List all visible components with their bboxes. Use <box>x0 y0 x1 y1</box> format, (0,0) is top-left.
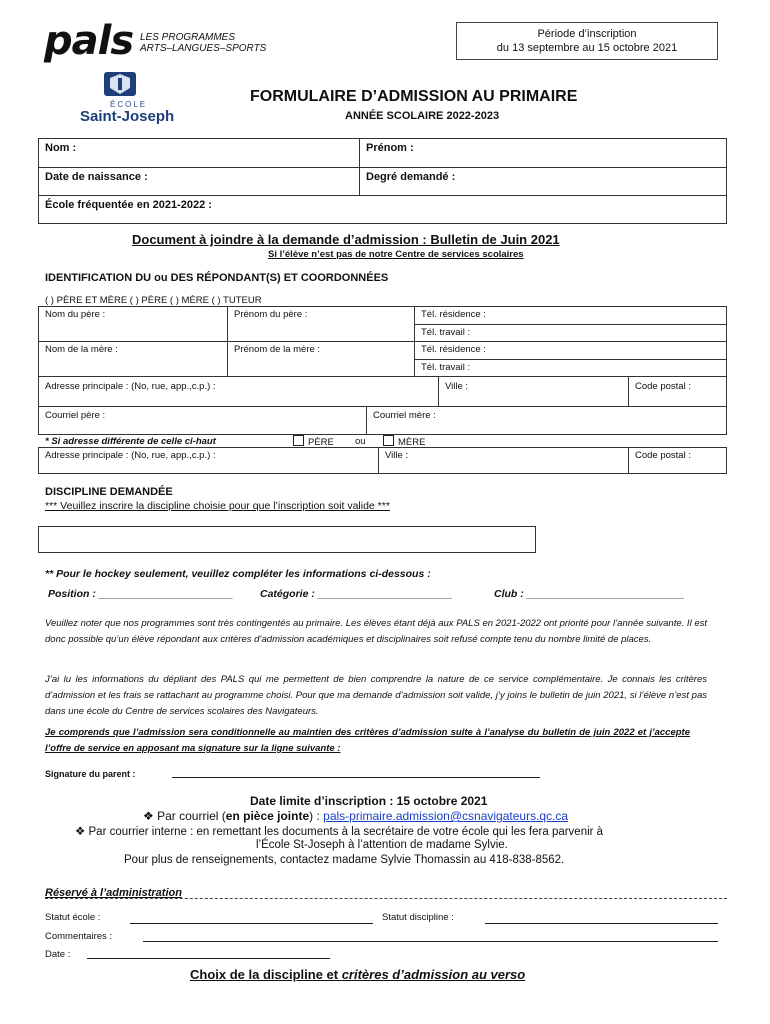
mother-email-cell[interactable] <box>366 406 727 435</box>
school-logo <box>80 70 180 126</box>
father-tel-res-label: Tél. résidence : <box>421 309 486 320</box>
verso-italic: critères d’admission au verso <box>341 967 526 982</box>
mother-tel-res-label: Tél. résidence : <box>421 344 486 355</box>
admin-comments-label: Commentaires : <box>45 931 113 942</box>
consent-paragraph: J’ai lu les informations du dépliant des PALS qui me permettent de bien comprendre la nature de ce service complémentaire. Je connais les critères d’admission et les frais se rattachant au programme choisi. Pour que ma demande d’admission soit valide, j’y joins le bulletin de juin 2021, si l’élève n’est pas dans une école du Centre de services scolaires des Navigateurs. <box>45 674 707 717</box>
alt-address-line <box>45 435 705 447</box>
mother-firstname-cell[interactable] <box>227 341 415 377</box>
pals-logo-sub2: ARTS–LANGUES–SPORTS <box>140 43 267 54</box>
document-note: Si l’élève n’est pas de notre Centre de services scolaires <box>268 249 524 260</box>
mother-email-label: Courriel mère : <box>373 410 436 421</box>
email-line <box>143 809 568 823</box>
hockey-club-field[interactable]: Club : ___________________________ <box>494 588 685 600</box>
student-prenom-label: Prénom : <box>366 142 414 154</box>
internal-mail-text: Par courrier interne : en remettant les documents à la secrétaire de votre école qui les fera parvenir à <box>88 826 604 838</box>
father-tel-work-cell[interactable] <box>414 324 727 342</box>
admin-heading: Réservé à l’administration <box>45 887 182 899</box>
address-label: Adresse principale : (No, rue, app.,c.p.) : <box>45 381 216 392</box>
ident-heading: IDENTIFICATION DU ou DES RÉPONDANT(S) ET COORDONNÉES <box>45 272 389 284</box>
admin-discipline-status-label: Statut discipline : <box>382 912 454 923</box>
school-name: Saint-Joseph <box>80 108 175 125</box>
alt-father-label: PÈRE <box>308 437 334 448</box>
inscription-period-box <box>456 22 718 60</box>
city-label: Ville : <box>445 381 469 392</box>
mother-tel-res-cell[interactable] <box>414 341 727 360</box>
document-title: Document à joindre à la demande d’admission : Bulletin de Juin 2021 <box>132 232 560 247</box>
postal-code-label: Code postal : <box>635 381 691 392</box>
mother-name-label: Nom de la mère : <box>45 344 118 355</box>
student-nom-cell[interactable] <box>38 138 360 168</box>
mother-tel-work-cell[interactable] <box>414 359 727 377</box>
signature-line[interactable] <box>172 777 540 778</box>
father-firstname-cell[interactable] <box>227 306 415 342</box>
alt-postal-label: Code postal : <box>635 450 691 461</box>
admin-date-line[interactable] <box>87 958 330 959</box>
form-title: FORMULAIRE D’ADMISSION AU PRIMAIRE <box>250 88 578 105</box>
email-bold: en pièce jointe <box>225 809 310 823</box>
contact-line: Pour plus de renseignements, contactez madame Sylvie Thomassin au 418-838-8562. <box>124 854 565 866</box>
alt-city-cell[interactable] <box>378 447 629 474</box>
father-firstname-label: Prénom du père : <box>234 309 308 320</box>
signature-label: Signature du parent : <box>45 769 136 779</box>
hockey-position-field[interactable]: Position : _______________________ <box>48 588 234 600</box>
email-prefix: Par courriel ( <box>157 809 226 823</box>
discipline-instruction: *** Veuillez inscrire la discipline choisie pour que l’inscription soit valide *** <box>45 500 390 512</box>
father-tel-res-cell[interactable] <box>414 306 727 325</box>
diamond-bullet-icon: ❖ <box>75 826 89 838</box>
deadline-title: Date limite d’inscription : 15 octobre 2021 <box>250 794 488 808</box>
alt-or-label: ou <box>355 436 366 447</box>
admin-discipline-status-line[interactable] <box>485 923 718 924</box>
admin-date-label: Date : <box>45 949 71 960</box>
period-title: Période d’inscription <box>537 28 637 40</box>
mother-name-cell[interactable] <box>38 341 228 377</box>
pals-logo <box>44 18 294 64</box>
admin-school-status-line[interactable] <box>130 923 373 924</box>
email-suffix: ) : <box>309 809 324 823</box>
student-school-cell[interactable] <box>38 195 727 224</box>
admin-separator <box>45 898 727 899</box>
email-link[interactable]: pals-primaire.admission@csnavigateurs.qc.ca <box>323 809 569 823</box>
school-label-small: ÉCOLE <box>110 100 148 109</box>
school-crest-icon <box>102 70 138 100</box>
student-grade-cell[interactable] <box>359 167 727 196</box>
student-birthdate-label: Date de naissance : <box>45 171 148 183</box>
student-birthdate-cell[interactable] <box>38 167 360 196</box>
city-cell[interactable] <box>438 376 629 407</box>
period-dates: du 13 septembre au 15 octobre 2021 <box>496 42 678 54</box>
admin-comments-line[interactable] <box>143 941 718 942</box>
father-email-label: Courriel père : <box>45 410 106 421</box>
alt-address-label: Adresse principale : (No, rue, app.,c.p.) : <box>45 450 216 461</box>
alt-address-cell[interactable] <box>38 447 379 474</box>
father-tel-work-label: Tél. travail : <box>421 327 471 338</box>
verso-plain: Choix de la discipline et <box>190 967 342 982</box>
father-name-cell[interactable] <box>38 306 228 342</box>
alt-address-note: * Si adresse différente de celle ci-haut <box>45 436 216 447</box>
notice-paragraph: Veuillez noter que nos programmes sont très contingentés au primaire. Les élèves étant déjà aux PALS en 2021-2022 ont priorité pour l’année suivante. Il est donc possible qu’un élève répondant aux critères d’admission académiques et disciplinaires soit refusé compte tenu du nombre limité de places. <box>45 618 707 645</box>
conditional-paragraph: Je comprends que l’admission sera conditionnelle au maintien des critères d’admission suite à l’analyse du bulletin de juin 2022 et j’accepte l’offre de service en apposant ma signature sur la ligne suivante : <box>45 727 690 754</box>
pals-logo-sub1: LES PROGRAMMES <box>140 32 236 43</box>
school-year: ANNÉE SCOLAIRE 2022-2023 <box>345 110 500 122</box>
pals-logo-wordmark: pals <box>44 18 134 64</box>
diamond-bullet-icon: ❖ <box>143 809 158 823</box>
admin-school-status-label: Statut école : <box>45 912 101 923</box>
discipline-input[interactable] <box>38 526 536 553</box>
mother-tel-work-label: Tél. travail : <box>421 362 471 373</box>
student-prenom-cell[interactable] <box>359 138 727 168</box>
respondent-choices[interactable]: ( ) PÈRE ET MÈRE ( ) PÈRE ( ) MÈRE ( ) TUTEUR <box>45 295 262 306</box>
postal-code-cell[interactable] <box>628 376 727 407</box>
alt-postal-cell[interactable] <box>628 447 727 474</box>
alt-mother-label: MÈRE <box>398 437 426 448</box>
address-cell[interactable] <box>38 376 439 407</box>
internal-mail-line2: l’École St-Joseph à l’attention de madame Sylvie. <box>256 839 508 851</box>
discipline-heading: DISCIPLINE DEMANDÉE <box>45 486 173 498</box>
father-name-label: Nom du père : <box>45 309 106 320</box>
student-nom-label: Nom : <box>45 142 77 154</box>
verso-note <box>190 967 525 982</box>
father-email-cell[interactable] <box>38 406 367 435</box>
hockey-note: ** Pour le hockey seulement, veuillez compléter les informations ci-dessous : <box>45 568 431 580</box>
student-school-label: École fréquentée en 2021-2022 : <box>45 199 212 211</box>
hockey-category-field[interactable]: Catégorie : _______________________ <box>260 588 453 600</box>
internal-mail-line <box>75 824 603 838</box>
mother-firstname-label: Prénom de la mère : <box>234 344 321 355</box>
student-grade-label: Degré demandé : <box>366 171 456 183</box>
alt-city-label: Ville : <box>385 450 409 461</box>
